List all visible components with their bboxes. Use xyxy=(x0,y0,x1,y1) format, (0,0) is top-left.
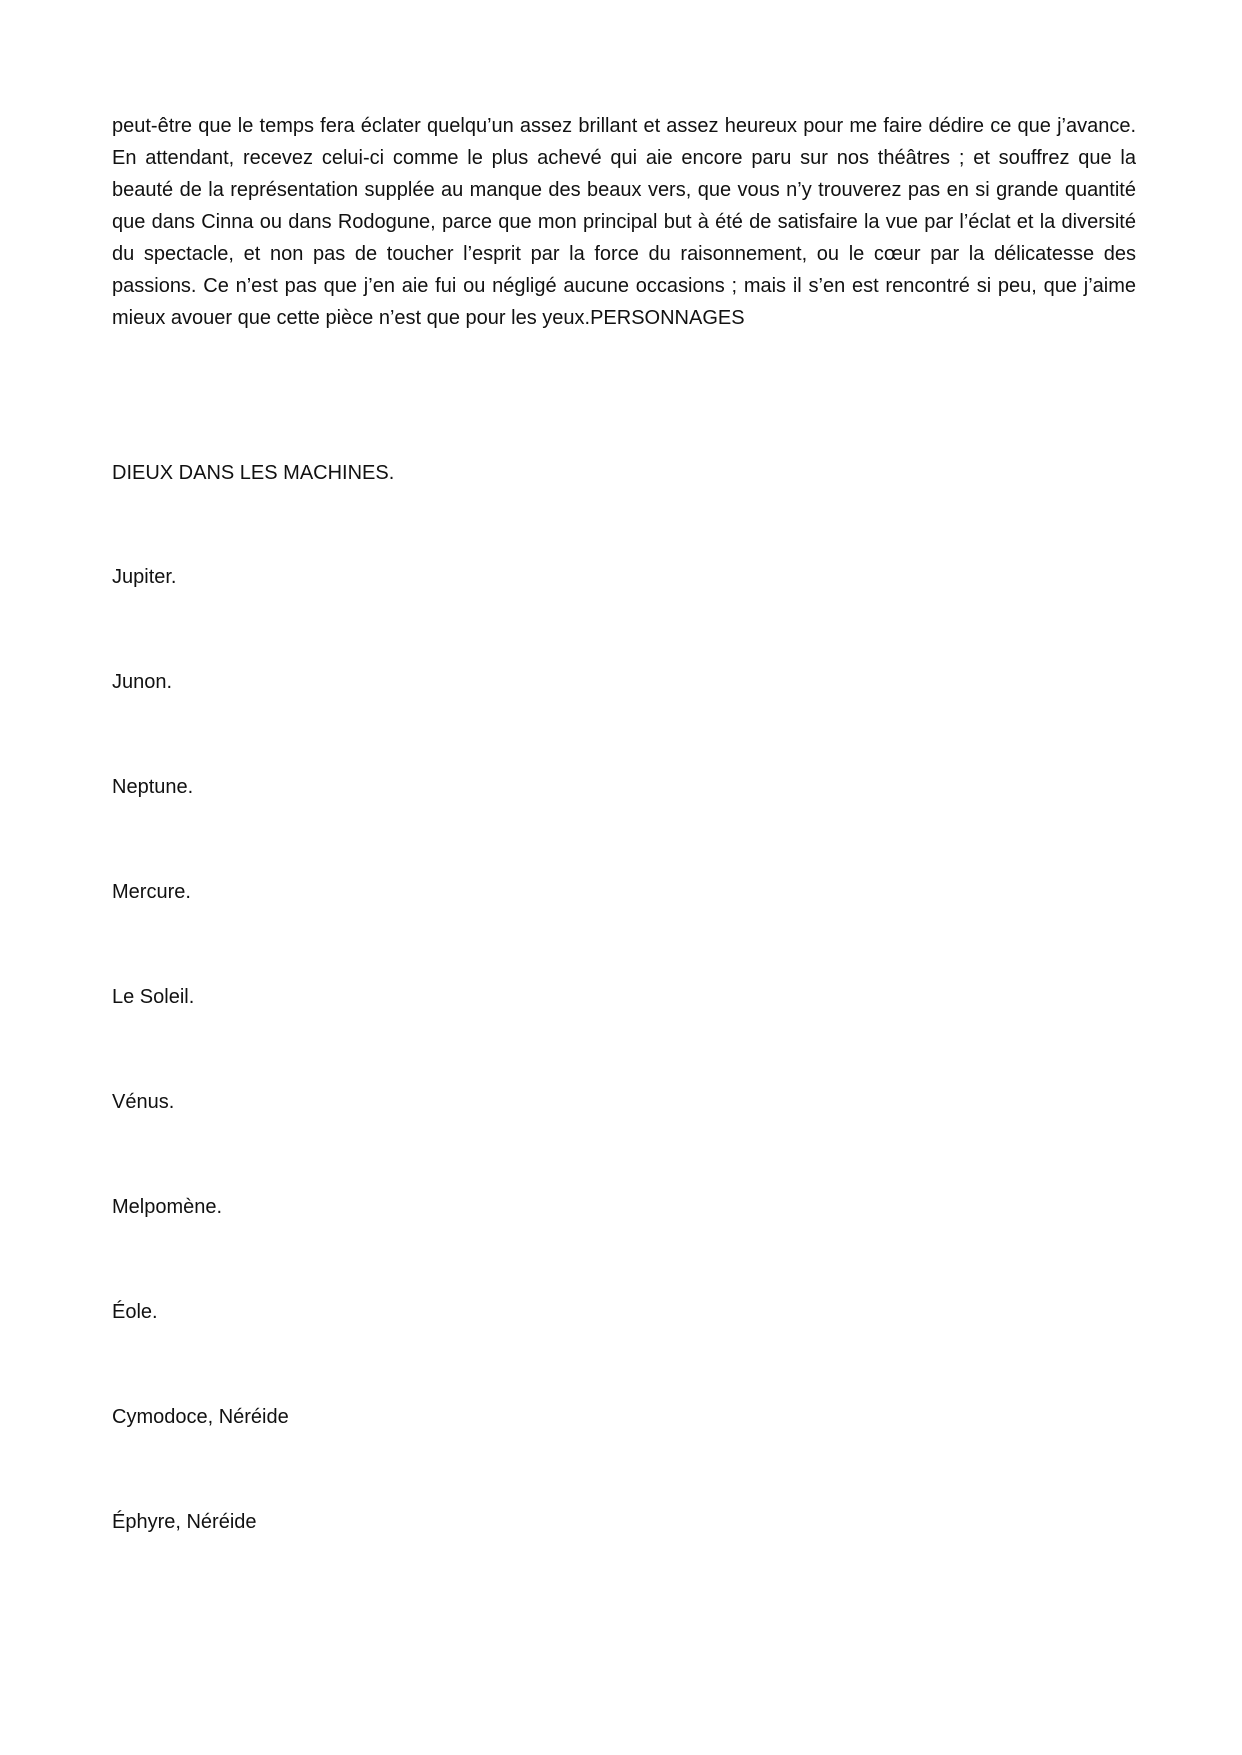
character-jupiter: Jupiter. xyxy=(112,566,177,588)
character-neptune: Neptune. xyxy=(112,776,194,798)
character-eole: Éole. xyxy=(112,1301,158,1323)
body-paragraph: peut-être que le temps fera éclater quelqu’un assez brillant et assez heureux pour me faire dédire ce que j’avance. En attendant, recevez celui-ci comme le plus achevé qui aie encore paru sur nos théâtres ; et souffrez que la beauté de la représentation supplée au manque des beaux vers, que vous n’y trouverez pas en si grande quantité que dans Cinna ou dans Rodogune, parce que mon principal but à été de satisfaire la vue par l’éclat et la diversité du spectacle, et non pas de toucher l’esprit par la force du raisonnement, ou le cœur par la délicatesse des passions. Ce n’est pas que j’en aie fui ou négligé aucune occasions ; mais il s’en est rencontré si peu, que j’aime mieux avouer que cette pièce n’est que pour les yeux.PERSONNAGES xyxy=(112,115,1136,329)
character-cymodoce: Cymodoce, Néréide xyxy=(112,1406,289,1428)
section-heading: DIEUX DANS LES MACHINES. xyxy=(112,462,395,484)
character-le-soleil: Le Soleil. xyxy=(112,986,195,1008)
character-list xyxy=(112,561,812,1611)
character-mercure: Mercure. xyxy=(112,881,191,903)
character-junon: Junon. xyxy=(112,671,173,693)
character-ephyre: Éphyre, Néréide xyxy=(112,1511,257,1533)
character-venus: Vénus. xyxy=(112,1091,175,1113)
character-melpomene: Melpomène. xyxy=(112,1196,223,1218)
